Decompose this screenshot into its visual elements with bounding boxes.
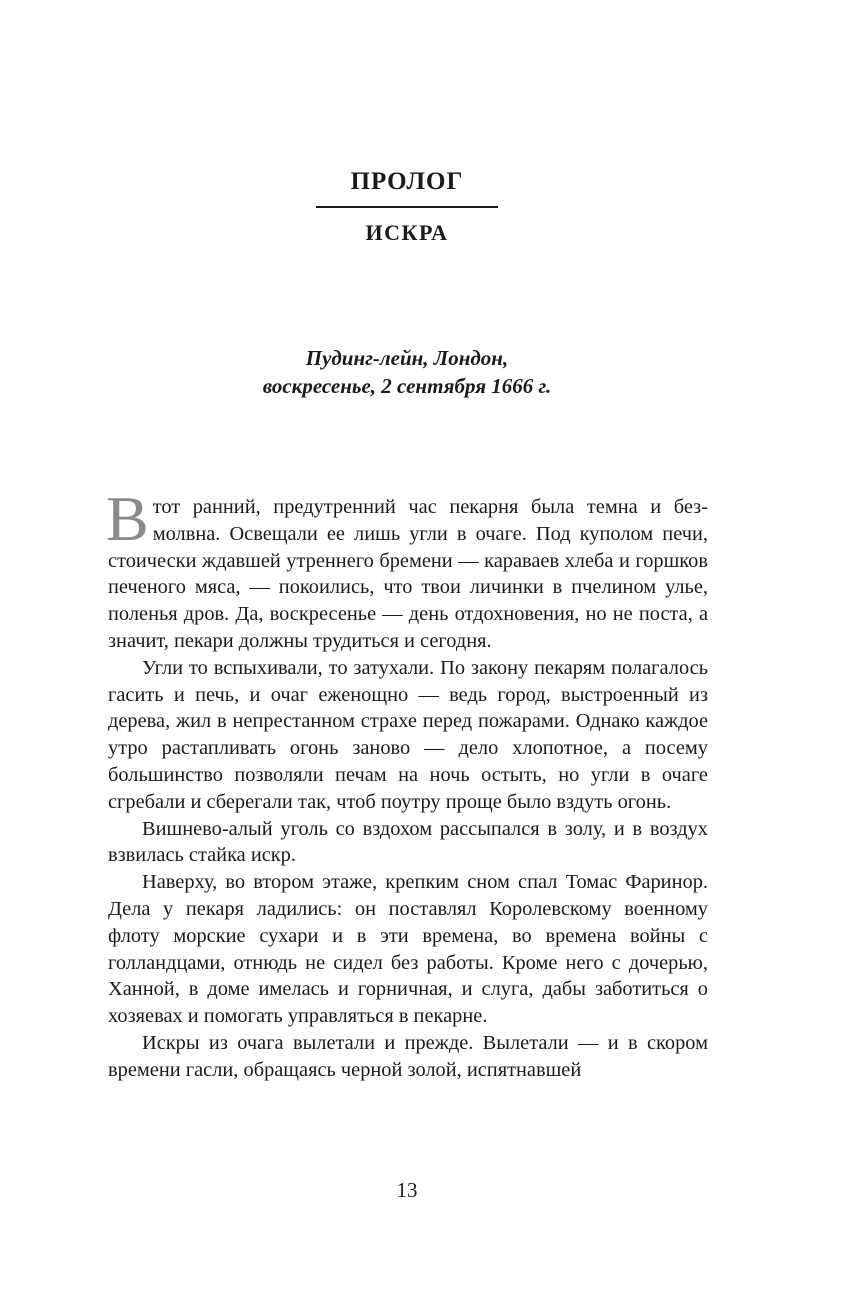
- title-divider: [316, 206, 498, 208]
- setting-place: Пудинг-лейн, Лондон,: [305, 346, 509, 370]
- chapter-subtitle: ИСКРА: [365, 220, 449, 245]
- paragraph: Вишнево-алый уголь со вздохом рассыпался в золу, и в воздух взвилась стайка искр.: [108, 817, 708, 867]
- body-text: [106, 483, 708, 1084]
- chapter-title: ПРОЛОГ: [350, 168, 464, 195]
- page-number: 13: [396, 1178, 418, 1202]
- drop-cap: В: [106, 483, 149, 554]
- paragraph: Наверху, во втором этаже, крепким сном спал Томас Фаринор. Дела у пекаря ладились: он поставлял Королевскому военному флоту морские сухари и в эти времена, во времена войны с голландцами, отнюдь не сидел без работы. Кроме него с дочерью, Ханной, в доме имелась и горничная, и слуга, дабы заботиться о хозяевах и помогать управляться в пекарне.: [108, 871, 708, 1028]
- paragraph: Угли то вспыхивали, то затухали. По закону пекарям полагалось гасить и печь, и очаг еженощно — ведь город, выстроенный из дерева, жил в непрестанном страхе перед пожарами. Однако каждое утро растапливать огонь заново — дело хлопотное, а посему большинство позволяли печам на ночь остыть, но угли в очаге сгребали и сберегали так, чтоб поутру проще было вздуть огонь.: [108, 656, 708, 813]
- setting-date: воскресенье, 2 сентября 1666 г.: [262, 374, 552, 398]
- paragraph: Искры из очага вылетали и прежде. Вылетали — и в скором времени гасли, обращаясь черной золой, испятнавшей: [108, 1031, 708, 1081]
- paragraph: [106, 483, 708, 655]
- paragraph-text: тот ранний, предутренний час пекарня была темна и безмолвна. Освещали ее лишь угли в очаге. Под куполом печи, стоически ждавшей утреннего бремени — караваев хлеба и горшков печеного мяса, — покоились, что твои личинки в пчелином улье, поленья дров. Да, воскресенье — день отдохновения, но не поста, а значит, пекари должны трудиться и сегодня.: [108, 496, 708, 652]
